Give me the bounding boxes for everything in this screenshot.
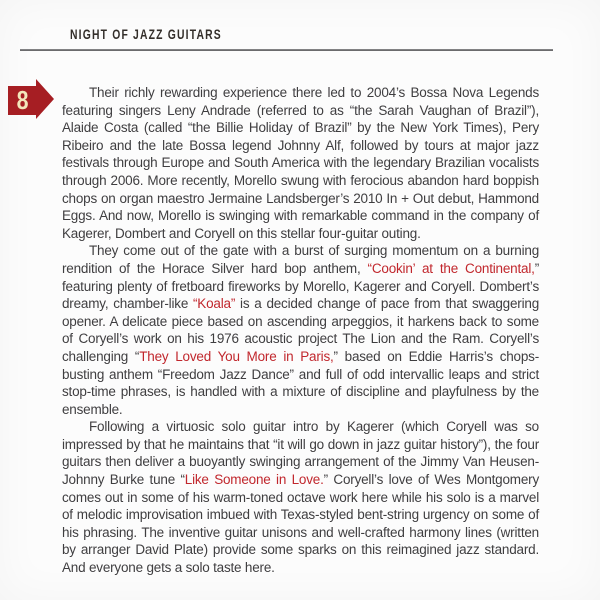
song-title: They Loved You More in Paris, [139,348,334,364]
text-segment: They come out of the gate with a burst of surging momentum on a burning rendition of the Horace Silver hard bop anthem, [62,243,539,276]
song-title: Like Someone in Love. [184,472,324,488]
song-title: “Cookin’ at the Continental, [367,260,535,276]
paragraph [62,242,539,418]
track-number-badge [8,79,54,119]
text-segment: ” Coryell’s love of Wes Montgomery comes out in some of his warm-toned octave work here while his solo is a marvel of melodic improvisation imbued with Texas-styled bent-string urgency on some of his phrasing. The inventive guitar unisons and well-crafted harmony lines (written by arranger David Plate) provide some sparks on this reimagined jazz standard. And everyone gets a solo taste here. [62,472,539,576]
paragraph [62,418,539,576]
text-segment: ” based on Eddie Harris’s chops-busting anthem “Freedom Jazz Dance” and full of odd intervallic leaps and strict stop-time phrases, is handled with a mixture of discipline and playfulness by the ensemble. [62,348,540,417]
song-title: “Koala” [193,296,236,312]
page-title: NIGHT OF JAZZ GUITARS [70,26,222,42]
liner-notes-text [62,84,539,577]
track-number: 8 [16,85,29,115]
text-segment: ” featuring plenty of fretboard fireworks by Morello, Kagerer and Coryell. Dombert’s dreamy, chamber-like [62,260,539,312]
text-segment: Their richly rewarding experience there led to 2004’s Bossa Nova Legends featuring singers Leny Andrade (referred to as “the Sarah Vaughan of Brazil”), Alaide Costa (called “the Billie Holiday of Brazil” by the New York Times), Pery Ribeiro and the late Bossa legend Johnny Alf, followed by tours at major jazz festivals through Europe and South America with the legendary Brazilian vocalists through 2006. More recently, Morello swung with ferocious abandon hard boppish chops on organ maestro Jermaine Landsberger’s 2010 In + Out debut, Hammond Eggs. And now, Morello is swinging with remarkable command in the company of Kagerer, Dombert and Coryell on this stellar four-guitar outing. [62,85,539,241]
paragraph [62,84,539,242]
header-divider [20,49,553,51]
text-segment: Following a virtuosic solo guitar intro by Kagerer (which Coryell was so impressed by that he maintains that “it will go down in jazz guitar history”), the four guitars then deliver a buoyantly swinging arrangement of the Jimmy Van Heusen-Johnny Burke tune “ [62,419,539,488]
text-segment: is a decided change of pace from that swaggering opener. A delicate piece based on ascending arpeggios, it harkens back to some of Coryell’s work on his 1976 acoustic project The Lion and the Ram. Coryell’s challenging “ [62,296,540,364]
